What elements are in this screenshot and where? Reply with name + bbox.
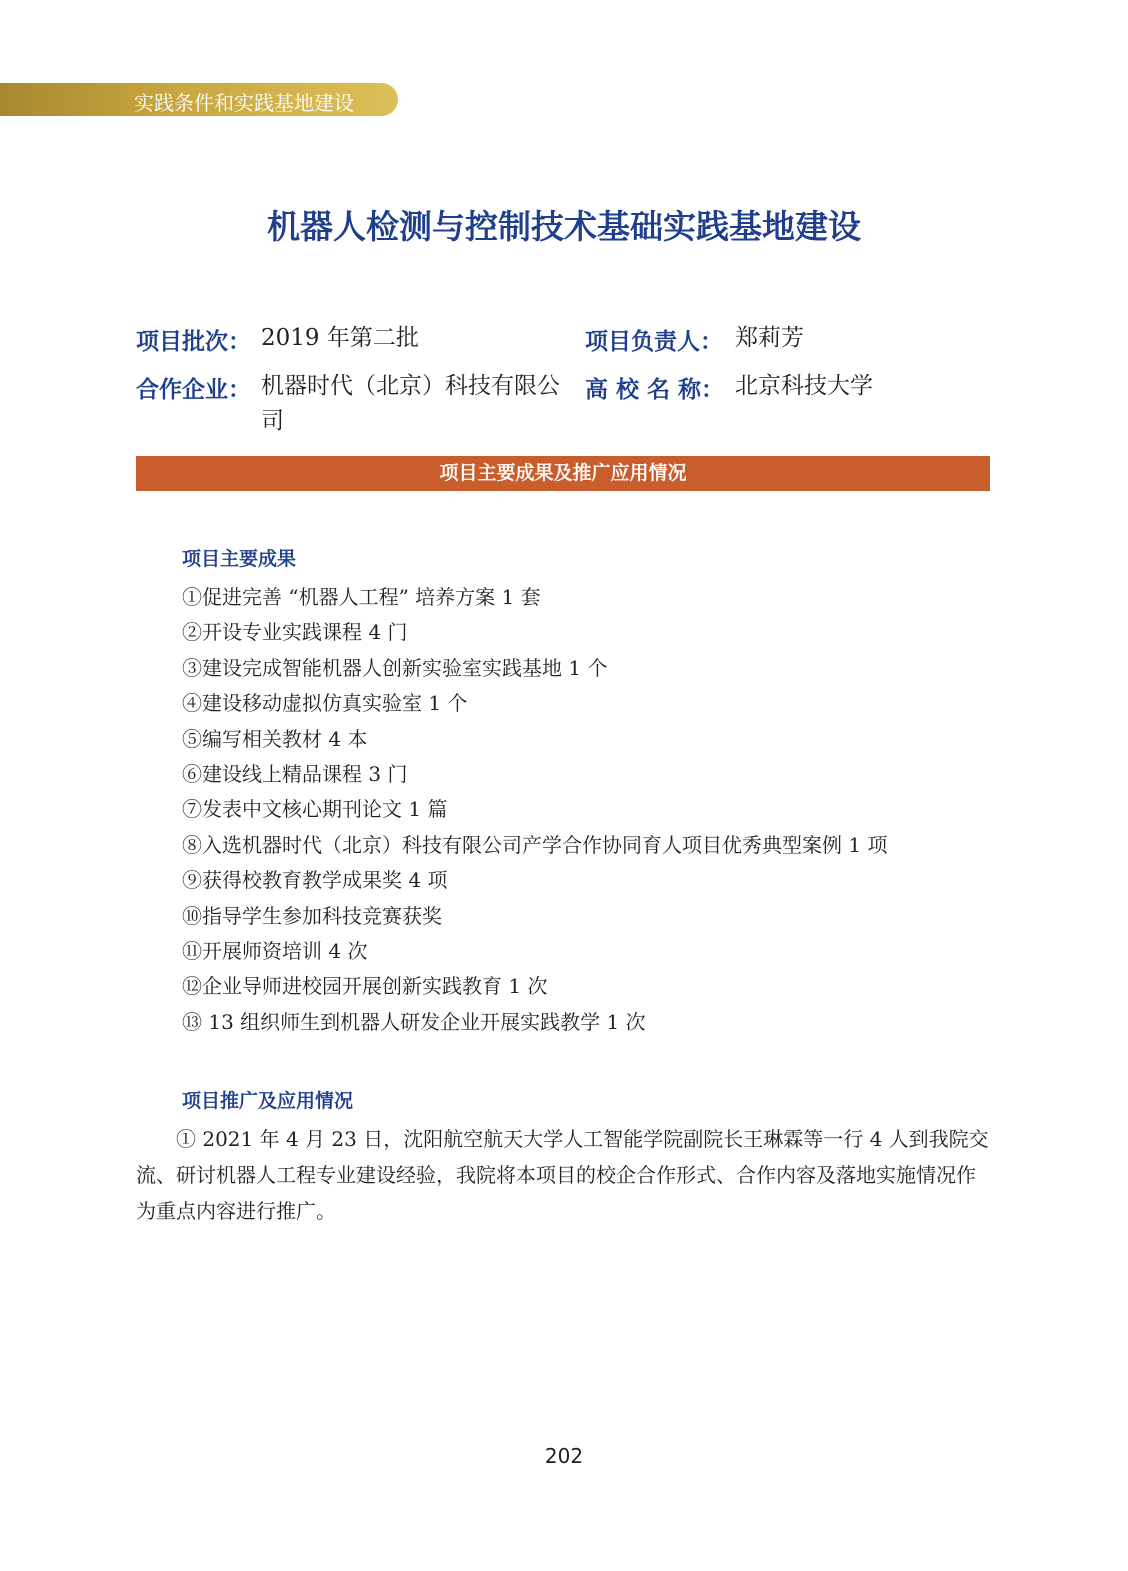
list-item: ⑬ 13 组织师生到机器人研发企业开展实践教学 1 次 [182, 1009, 646, 1034]
list-item: ⑥建设线上精品课程 3 门 [182, 761, 408, 786]
promotion-paragraph: ① 2021 年 4 月 23 日，沈阳航空航天大学人工智能学院副院长王琳霖等一行 4 人到我院交流、研讨机器人工程专业建设经验，我院将本项目的校企合作形式、合作内容及落地实施情况作为重点内容进行推广。 [136, 1127, 989, 1223]
list-item: ⑦发表中文核心期刊论文 1 篇 [182, 797, 448, 822]
section-tab [0, 83, 398, 116]
list-item: ⑫企业导师进校园开展创新实践教育 1 次 [182, 974, 548, 999]
results-banner-label: 项目主要成果及推广应用情况 [439, 462, 687, 484]
company-label: 合作企业： [136, 377, 251, 403]
section-tab-label: 实践条件和实践基地建设 [134, 91, 354, 115]
batch-value: 2019 年第二批 [261, 325, 419, 351]
list-item: ①促进完善 “机器人工程” 培养方案 1 套 [182, 585, 541, 609]
list-item: ⑤编写相关教材 4 本 [182, 726, 368, 751]
list-item: ④建设移动虚拟仿真实验室 1 个 [182, 691, 468, 716]
school-label: 高 校 名 称： [585, 377, 725, 403]
list-item: ⑩指导学生参加科技竞赛获奖 [182, 903, 442, 928]
results-banner [136, 456, 990, 491]
list-item: ⑪开展师资培训 4 次 [182, 938, 368, 963]
leader-label: 项目负责人： [585, 329, 723, 355]
promotion-heading: 项目推广及应用情况 [182, 1090, 354, 1112]
list-item: ③建设完成智能机器人创新实验室实践基地 1 个 [182, 655, 608, 680]
page-title: 机器人检测与控制技术基础实践基地建设 [267, 207, 861, 246]
page-number: 202 [544, 1444, 584, 1468]
batch-label: 项目批次： [136, 329, 251, 355]
leader-value: 郑莉芳 [735, 325, 804, 351]
list-item: ②开设专业实践课程 4 门 [182, 620, 408, 645]
company-value: 机器时代（北京）科技有限公司 [261, 373, 560, 434]
list-item: ⑨获得校教育教学成果奖 4 项 [182, 868, 448, 893]
achievements-list [182, 580, 887, 1040]
list-item: ⑧入选机器时代（北京）科技有限公司产学合作协同育人项目优秀典型案例 1 项 [182, 832, 888, 857]
achievements-heading: 项目主要成果 [182, 548, 297, 570]
school-value: 北京科技大学 [735, 373, 873, 399]
